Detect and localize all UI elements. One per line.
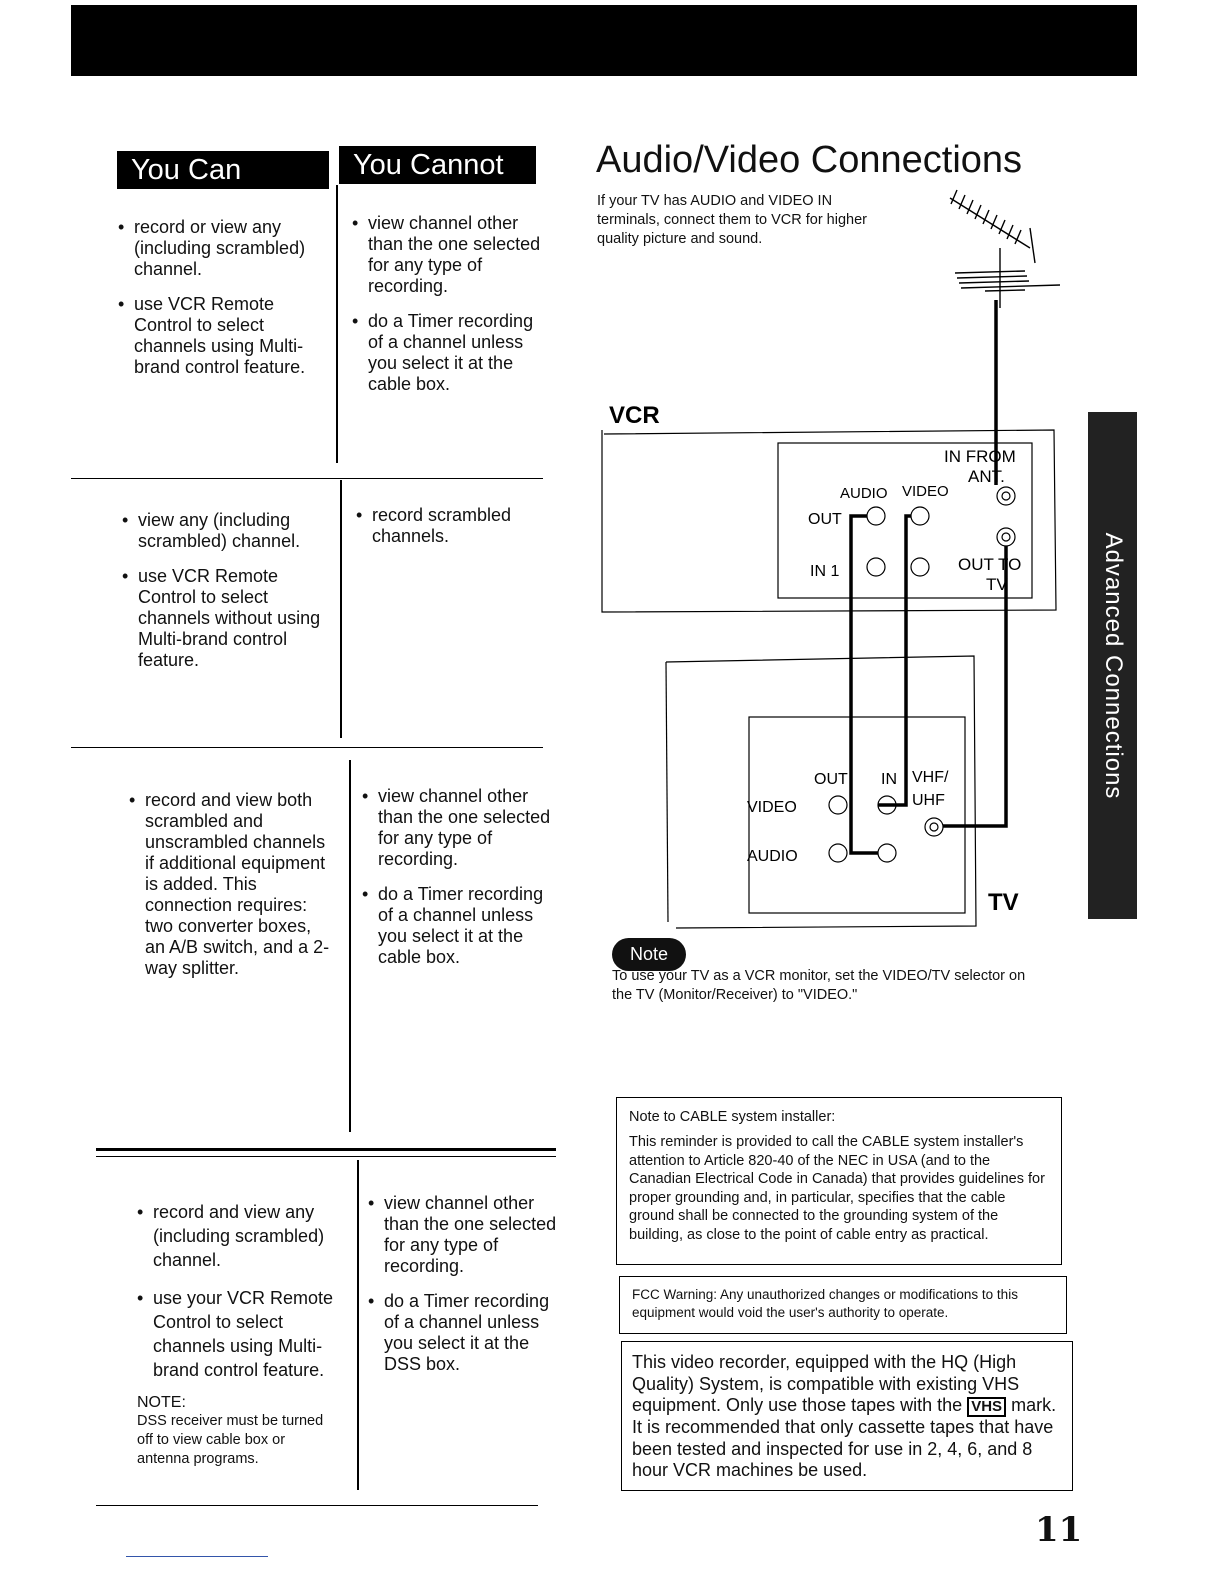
vcr-ant-in-jack [997,487,1015,505]
row-separator [71,747,543,748]
installer-note-body: This reminder is provided to call the CABLE system installer's attention to Article 820-40 of the NEC in USA (and to the Canadian Electrical Code in Canada) that provides guidelines for proper grounding and, in particular, specifies that the cable ground shall be connected to the grounding system of the building, as close to the point of cable entry as practical. [629,1134,1045,1243]
video-cable [878,516,911,805]
footer-rule [126,1556,268,1557]
row2-cannot-item: • record scrambled channels. [356,505,541,547]
row4-cannot-item: • do a Timer recording of a channel unless you select it at the DSS box. [368,1291,568,1375]
note-text: To use your TV as a VCR monitor, set the VIDEO/TV selector on the TV (Monitor/Receiver) to "VIDEO." [612,968,1026,1003]
cable-installer-note [616,1097,1062,1265]
vcr-video-out-jack [911,507,929,525]
vcr-audio-label: AUDIO [840,485,888,502]
top-banner [71,5,1137,76]
vcr-video-label: VIDEO [902,483,949,500]
row3-cannot-item: • do a Timer recording of a channel unless you select it at the cable box. [362,884,560,968]
row4-can [137,1200,347,1469]
row2-divider [340,480,342,738]
row4-cannot [368,1193,568,1375]
page-number: 11 [1035,1510,1083,1550]
vcr-audio-out-jack [867,507,885,525]
vhs-logo: VHS [967,1397,1006,1417]
av-intro: If your TV has AUDIO and VIDEO IN terminals, connect them to VCR for higher quality picture and sound. [597,193,867,247]
you-cannot-header-text: You Cannot [353,149,504,181]
row2-can-item: • use VCR Remote Control to select channels without using Multi-brand control feature. [122,566,327,671]
row1-divider [336,185,338,463]
row3-divider [349,760,351,1132]
row3-can-item: • record and view both scrambled and unscrambled channels if additional equipment is added. This connection requires: two converter boxes, an A/B switch, and a 2-way splitter. [129,790,334,979]
connection-diagram [596,300,1066,940]
vhf-uhf-label-2: UHF [912,792,945,809]
row2-can [122,510,327,671]
antenna-icon [935,188,1065,308]
audio-cable [851,516,878,853]
row3-cannot-item: • view channel other than the one selected for any type of recording. [362,786,560,870]
vcr-label: VCR [609,402,660,429]
out-to-tv-label-2: TV [986,575,1008,594]
tv-video-out-jack [829,796,847,814]
tv-label: TV [988,889,1019,916]
row2-can-item: • view any (including scrambled) channel. [122,510,327,552]
you-cannot-header [339,146,536,184]
section-side-tab [1088,412,1137,919]
vhf-uhf-label: VHF/ [912,769,949,786]
row1-can-item: • use VCR Remote Control to select channels using Multi-brand control feature. [118,294,328,378]
tv-audio-in-jack [878,844,896,862]
in-from-ant-label: IN FROM [944,447,1016,466]
row3-cannot [362,786,560,968]
av-title: Audio/Video Connections [596,139,1023,181]
fcc-warning: FCC Warning: Any unauthorized changes or modifications to this equipment would void the user's authority to operate. [619,1276,1067,1334]
tv-in-label: IN [881,771,897,788]
row1-cannot-item: • do a Timer recording of a channel unless you select it at the cable box. [352,311,542,395]
row1-can-item: • record or view any (including scrambled) channel. [118,217,328,280]
vcr-audio-in-jack [867,558,885,576]
row1-cannot [352,213,542,395]
row1-cannot-item: • view channel other than the one selected for any type of recording. [352,213,542,297]
section-side-tab-label: Advanced Connections [1099,532,1127,799]
note-badge: Note [612,938,686,971]
row-separator [96,1156,556,1157]
hq-text-2: mark. It is recommended that only cassette tapes that have been tested and inspected for use in 2, 4, 6, and 8 hour VCR machines be used. [632,1395,1057,1480]
tv-audio-label: AUDIO [747,848,798,865]
installer-note-title: Note to CABLE system installer: [629,1109,836,1125]
you-can-header-text: You Can [131,154,242,186]
tv-audio-out-jack [829,844,847,862]
row4-can-item: • record and view any (including scrambled) channel. [137,1200,347,1272]
out-to-tv-label: OUT TO [958,555,1022,574]
row3-can [129,790,334,979]
hq-vhs-notice [621,1341,1073,1491]
tv-vhf-uhf-jack [925,818,943,836]
row4-note-text: DSS receiver must be turned off to view cable box or antenna programs. [137,1413,324,1467]
row4-divider [357,1160,359,1490]
vcr-in1-label: IN 1 [810,563,840,580]
tv-video-label: VIDEO [747,799,797,816]
tv-out-label: OUT [814,771,848,788]
hq-text-1: This video recorder, equipped with the HQ (High Quality) System, is compatible with existing VHS equipment. Only use those tapes with the [632,1352,1020,1415]
row-separator [96,1505,538,1506]
in-from-ant-label-2: ANT. [968,467,1005,486]
row4-can-item: • use your VCR Remote Control to select channels using Multi-brand control feature. [137,1286,347,1382]
vcr-video-in-jack [911,558,929,576]
row2-cannot [356,505,541,547]
you-can-header [117,151,329,189]
row1-can [118,217,328,378]
vcr-out-label: OUT [808,511,842,528]
row4-cannot-item: • view channel other than the one selected for any type of recording. [368,1193,568,1277]
vcr-tv-out-jack [997,528,1015,546]
row-separator [71,478,543,479]
row-separator-thick [96,1148,556,1151]
row4-note-title: NOTE: [137,1394,186,1411]
